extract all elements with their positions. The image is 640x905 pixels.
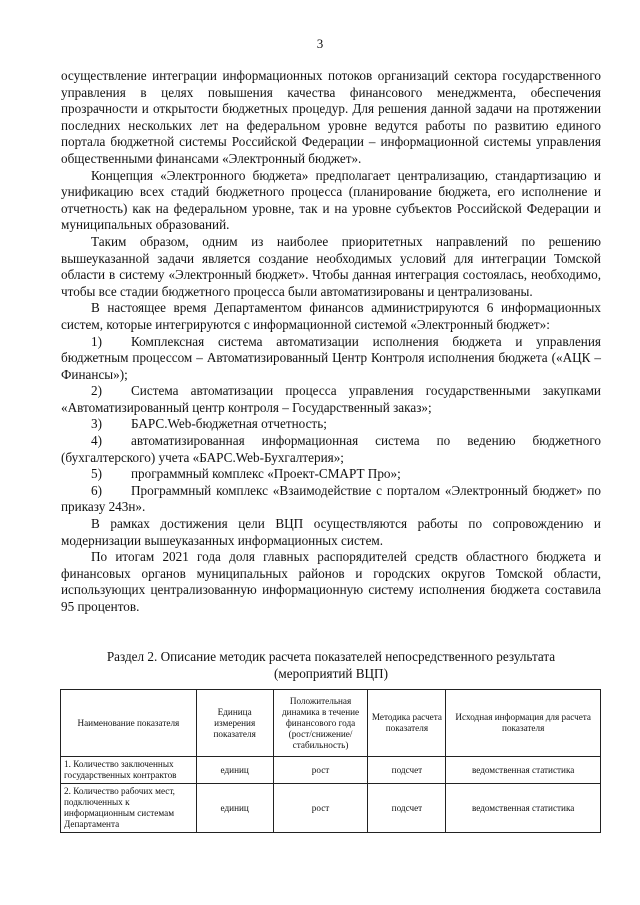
section-title-line: Раздел 2. Описание методик расчета показателей непосредственного результата <box>106 649 556 664</box>
list-item <box>61 334 601 384</box>
paragraph: В настоящее время Департаментом финансов администрируются 6 информационных систем, которые интегрируются с информационной системой «Электронный бюджет»: <box>61 300 601 332</box>
table-cell: единиц <box>196 784 273 833</box>
list-item <box>61 383 601 416</box>
list-number: 6) <box>91 482 102 498</box>
table-header-row <box>61 690 601 757</box>
paragraph: В рамках достижения цели ВЦП осуществляются работы по сопровождению и модернизации вышеуказанных информационных систем. <box>61 516 601 548</box>
list-number: 3) <box>91 416 102 432</box>
table-header-cell: Наименование показателя <box>61 690 197 757</box>
table-cell: 2. Количество рабочих мест, подключенных к информационным системам Департамента <box>61 784 197 833</box>
list-text: автоматизированная информационная система по ведению бюджетного (бухгалтерского) учета «БАРС.Web-Бухгалтерия»; <box>61 433 601 465</box>
section-title-line: (мероприятий ВЦП) <box>274 665 388 681</box>
list-number: 2) <box>91 383 102 399</box>
paragraph: Таким образом, одним из наиболее приоритетных направлений по решению вышеуказанной задачи является создание необходимых условий для интеграции Томской области в систему «Электронный бюджет». Чтобы данная интеграция состоялась, необходимо, чтобы все стадии бюджетного процесса были автоматизированы и централизованы. <box>61 233 601 299</box>
list-text: БАРС.Web-бюджетная отчетность; <box>131 416 327 432</box>
paragraph: По итогам 2021 года доля главных распорядителей средств областного бюджета и финансовых органов муниципальных районов и городских округов Томской области, использующих централизованную информационную систему исполнения бюджета составила 95 процентов. <box>61 549 601 614</box>
paragraph: Концепция «Электронного бюджета» предполагает централизацию, стандартизацию и унификацию всех стадий бюджетного процесса (планирование бюджета, его исполнение и отчетность) как на федеральном уровне, так и на уровне субъектов Российской Федерации и муниципальных образований. <box>61 167 601 233</box>
table-header-cell: Исходная информация для расчета показателя <box>446 690 601 757</box>
table-header-cell: Единица измерения показателя <box>196 690 273 757</box>
list-text: Система автоматизации процесса управления государственными закупками «Автоматизированный центр контроля – Государственный заказ»; <box>61 383 601 415</box>
body-text <box>61 68 601 616</box>
table-header-cell: Методика расчета показателя <box>368 690 446 757</box>
list-number: 1) <box>91 333 102 349</box>
paragraph: осуществление интеграции информационных потоков организаций сектора государственного управления в целях повышения качества финансового менеджмента, обеспечения прозрачности и открытости бюджетных процедур. Для решения данной задачи на протяжении последних нескольких лет на федеральном уровне ведутся работы по развитию единого портала бюджетной системы Российской Федерации – информационной системы управления общественными финансами «Электронный бюджет». <box>61 68 601 166</box>
table-cell: 1. Количество заключенных государственных контрактов <box>61 757 197 784</box>
list-item <box>61 416 601 433</box>
indicators-table <box>60 689 601 833</box>
list-item <box>61 483 601 516</box>
list-text: Программный комплекс «Взаимодействие с порталом «Электронный бюджет» по приказу 243н». <box>61 482 601 515</box>
table-cell: рост <box>273 757 368 784</box>
list-number: 5) <box>91 466 102 482</box>
list-number: 4) <box>91 433 102 449</box>
list-item <box>61 433 601 466</box>
table-cell: подсчет <box>368 757 446 784</box>
list-item <box>61 466 601 483</box>
page-number: 3 <box>316 36 324 51</box>
table-cell: рост <box>273 784 368 833</box>
table-row <box>61 757 601 784</box>
section-title <box>61 649 601 682</box>
list-text: программный комплекс «Проект-СМАРТ Про»; <box>131 466 401 482</box>
table-cell: ведомственная статистика <box>446 784 601 833</box>
table-row <box>61 784 601 833</box>
table-header-cell: Положительная динамика в течение финансового года (рост/снижение/ стабильность) <box>273 690 368 757</box>
table-cell: единиц <box>196 757 273 784</box>
table-cell: подсчет <box>368 784 446 833</box>
table-cell: ведомственная статистика <box>446 757 601 784</box>
list-text: Комплексная система автоматизации исполнения бюджета и управления бюджетным процессом – Автоматизированный Центр Контроля исполнения бюджета («АЦК – Финансы»); <box>61 333 601 382</box>
